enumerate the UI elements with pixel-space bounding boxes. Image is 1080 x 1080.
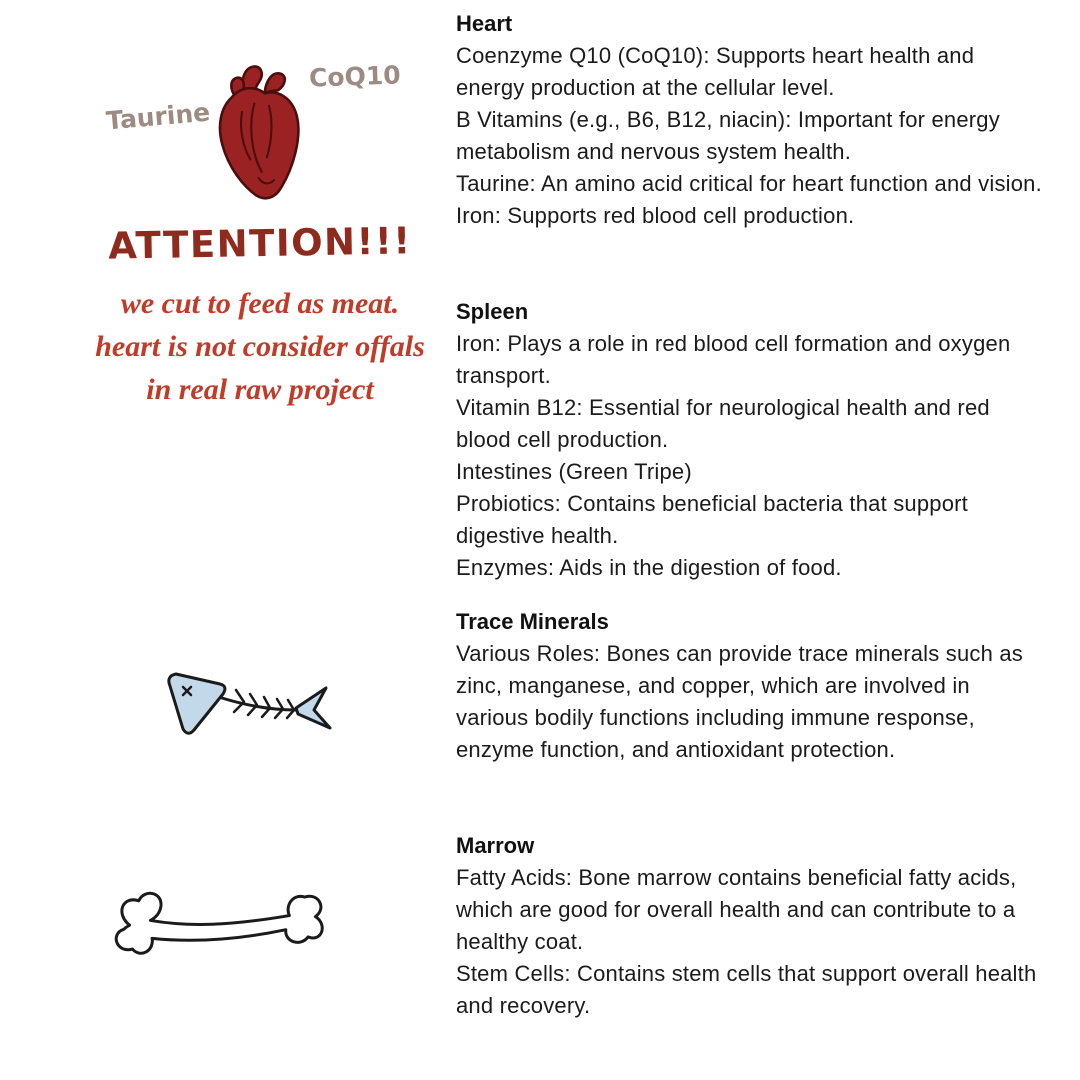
attention-note-line-3: in real raw project	[146, 373, 374, 406]
coq10-label: CoQ10	[308, 60, 402, 93]
section-spleen	[456, 296, 1046, 584]
section-spleen-paragraph-5: Enzymes: Aids in the digestion of food.	[456, 555, 842, 580]
section-marrow	[456, 830, 1046, 1022]
attention-note	[35, 282, 485, 411]
section-spleen-paragraph-1: Iron: Plays a role in red blood cell formation and oxygen transport.	[456, 331, 1011, 388]
section-marrow-title: Marrow	[456, 833, 535, 858]
section-trace-minerals	[456, 606, 1046, 766]
bone-icon	[98, 874, 342, 997]
heart-icon	[196, 54, 316, 209]
fish-skeleton-icon	[156, 652, 340, 782]
section-marrow-paragraph-1: Fatty Acids: Bone marrow contains beneficial fatty acids, which are good for overall health and can contribute to a healthy coat.	[456, 865, 1017, 954]
section-spleen-paragraph-3: Intestines (Green Tripe)	[456, 459, 692, 484]
attention-heading: ATTENTION!!!	[107, 219, 413, 268]
text-column	[456, 0, 1046, 1080]
section-heart-paragraph-2: B Vitamins (e.g., B6, B12, niacin): Important for energy metabolism and nervous system health.	[456, 107, 1000, 164]
section-spleen-paragraph-4: Probiotics: Contains beneficial bacteria that support digestive health.	[456, 491, 968, 548]
section-spleen-paragraph-2: Vitamin B12: Essential for neurological health and red blood cell production.	[456, 395, 990, 452]
section-trace-minerals-paragraph-1: Various Roles: Bones can provide trace minerals such as zinc, manganese, and copper, which are involved in various bodily functions including immune response, enzyme function, and antioxidant protection.	[456, 641, 1023, 762]
attention-note-line-2: heart is not consider offals	[95, 330, 425, 363]
section-heart-paragraph-3: Taurine: An amino acid critical for heart function and vision.	[456, 171, 1042, 196]
taurine-label: Taurine	[104, 97, 212, 136]
section-heart	[456, 8, 1046, 232]
attention-note-line-1: we cut to feed as meat.	[120, 287, 400, 320]
section-heart-paragraph-1: Coenzyme Q10 (CoQ10): Supports heart health and energy production at the cellular level.	[456, 43, 975, 100]
section-heart-title: Heart	[456, 11, 513, 36]
section-spleen-title: Spleen	[456, 299, 529, 324]
section-marrow-paragraph-2: Stem Cells: Contains stem cells that support overall health and recovery.	[456, 961, 1037, 1018]
section-trace-minerals-title: Trace Minerals	[456, 609, 609, 634]
section-heart-paragraph-4: Iron: Supports red blood cell production.	[456, 203, 855, 228]
